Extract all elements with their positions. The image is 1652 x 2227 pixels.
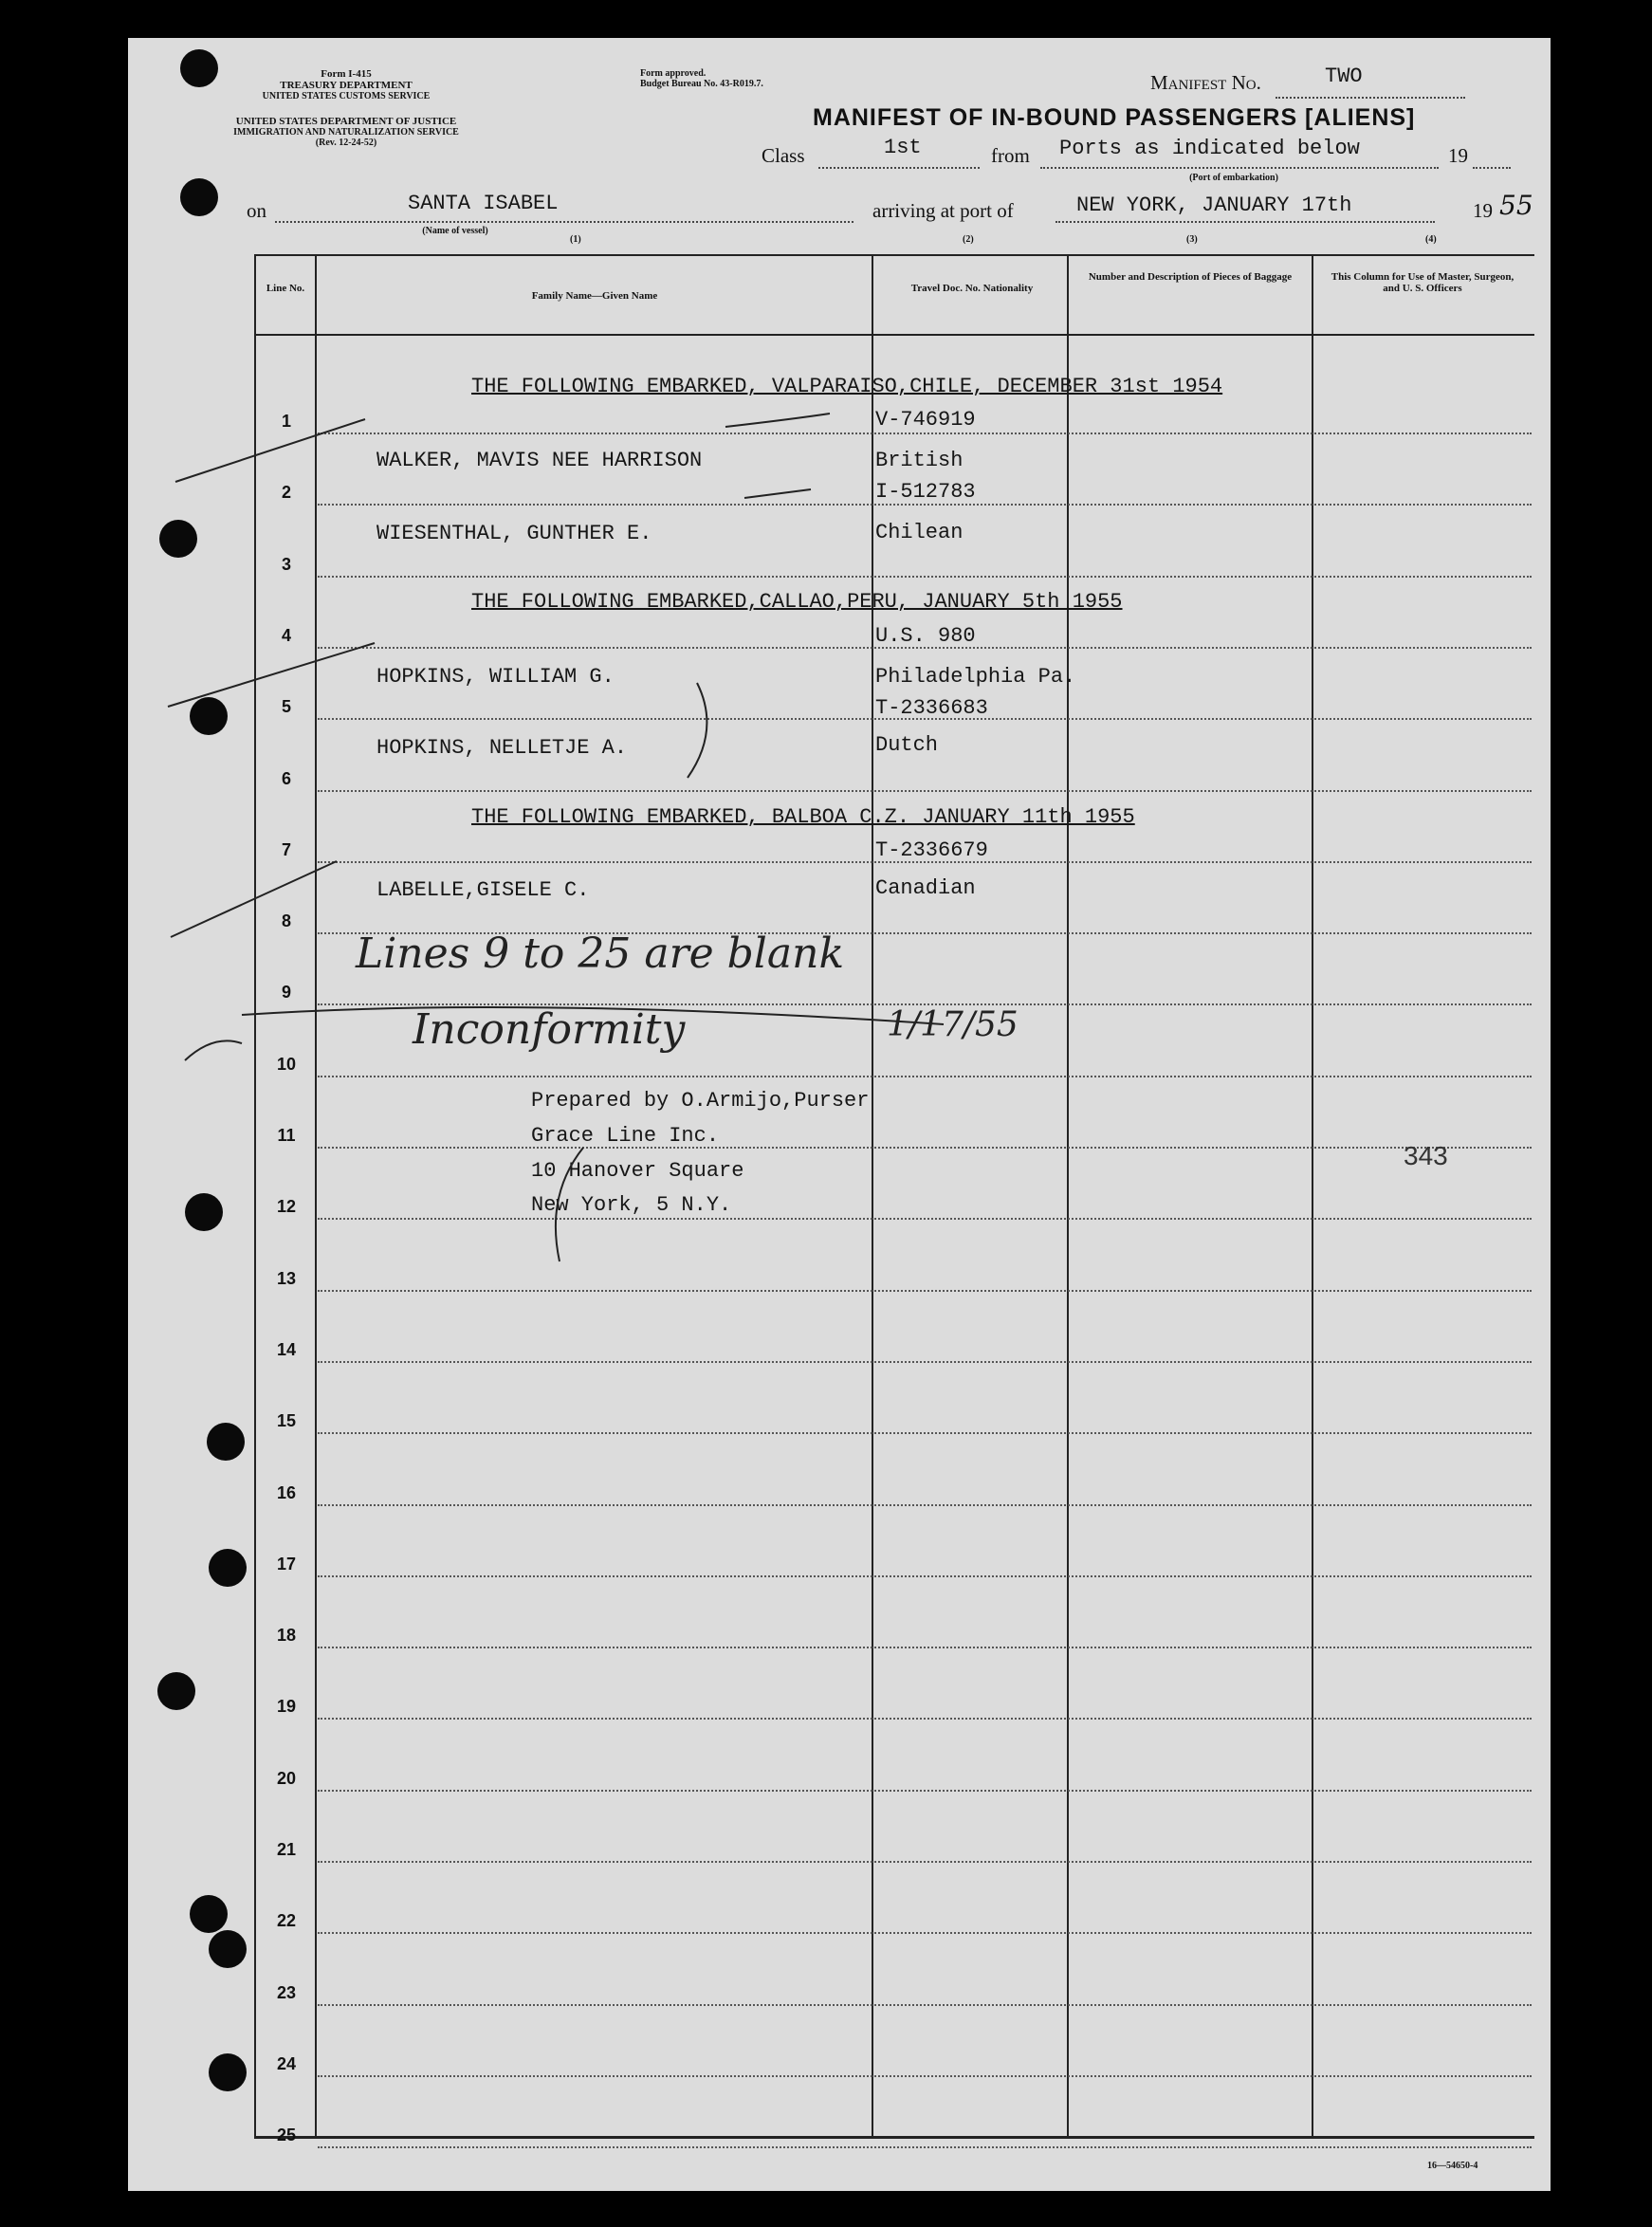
customs-label: UNITED STATES CUSTOMS SERVICE [262, 91, 431, 101]
binder-hole [190, 1895, 228, 1933]
form-code: 16—54650-4 [1427, 2161, 1478, 2171]
line-number: 1 [281, 412, 291, 431]
travel-doc-5: T-2336679 [875, 838, 988, 862]
line-number: 4 [281, 625, 291, 645]
signature-loop [185, 1040, 242, 1060]
manifest-page [128, 38, 1551, 2191]
line-number: 5 [281, 697, 291, 717]
binder-hole [185, 1193, 223, 1231]
line-number: 8 [281, 911, 291, 931]
company-name: Grace Line Inc. [531, 1124, 720, 1148]
travel-doc-4: T-2336683 [875, 696, 988, 720]
line-number: 14 [276, 1339, 297, 1359]
revision-label: (Rev. 12-24-52) [315, 138, 377, 148]
line-number: 2 [281, 483, 291, 503]
from-label: from [991, 144, 1030, 167]
passenger-name-5: LABELLE,GISELE C. [376, 878, 590, 902]
check-mark-4 [168, 643, 375, 707]
col-marker-4: (4) [1425, 234, 1437, 245]
header-line-no: Line No. [266, 283, 305, 294]
stamp-number: 343 [1404, 1141, 1448, 1170]
embark-heading-1: THE FOLLOWING EMBARKED, VALPARAISO,CHILE, DECEMBER 31st 1954 [471, 375, 1223, 398]
header-name: Family Name—Given Name [531, 290, 658, 302]
line-number: 7 [281, 839, 291, 859]
company-street: 10 Hanover Square [531, 1159, 744, 1183]
line-number: 6 [281, 768, 291, 788]
check-mark-3 [744, 489, 811, 498]
year-value: 55 [1499, 190, 1533, 221]
form-number: Form I-415 [321, 68, 372, 80]
col-marker-2: (2) [963, 234, 974, 245]
passenger-name-3: HOPKINS, WILLIAM G. [376, 665, 615, 689]
line-number: 10 [276, 1054, 297, 1074]
passenger-name-1: WALKER, MAVIS NEE HARRISON [376, 449, 703, 472]
line-number: 23 [276, 1982, 297, 2002]
nationality-1: British [875, 449, 964, 472]
line-number: 3 [281, 554, 291, 574]
col-marker-3: (3) [1186, 234, 1198, 245]
binder-hole [207, 1423, 245, 1461]
line-number: 19 [276, 1697, 297, 1717]
line-number: 20 [276, 1768, 297, 1788]
nationality-3: Philadelphia Pa. [875, 665, 1076, 689]
bracket-mark [688, 683, 707, 778]
class-label: Class [762, 144, 805, 167]
line-number: 17 [276, 1554, 297, 1574]
line-number: 22 [276, 1911, 297, 1931]
binder-hole [180, 49, 218, 87]
pen-marks [128, 38, 1551, 2191]
header-travel: Travel Doc. No. Nationality [910, 283, 1034, 294]
check-mark-2 [725, 414, 830, 427]
line-number: 24 [276, 2053, 297, 2073]
binder-hole [209, 1549, 247, 1587]
line-number: 25 [276, 2126, 297, 2145]
line-number: 12 [276, 1197, 297, 1217]
nationality-2: Chilean [875, 521, 964, 544]
vessel-note: (Name of vessel) [422, 226, 488, 236]
prepared-by: Prepared by O.Armijo,Purser [531, 1089, 870, 1113]
line-number: 11 [277, 1126, 296, 1145]
passenger-name-2: WIESENTHAL, GUNTHER E. [376, 522, 652, 545]
year-prefix-2: 19 [1473, 199, 1493, 222]
justice-label: UNITED STATES DEPARTMENT OF JUSTICE [235, 116, 457, 127]
line-number: 16 [276, 1482, 297, 1502]
page-title: MANIFEST OF IN-BOUND PASSENGERS [ALIENS] [813, 104, 1416, 131]
travel-doc-2: I-512783 [875, 480, 976, 504]
line-number: 15 [276, 1411, 297, 1431]
header-officers: This Column for Use of Master, Surgeon, and U. S. Officers [1331, 271, 1514, 294]
manifest-no-label: Manifest No. [1150, 71, 1261, 94]
binder-hole [209, 1930, 247, 1968]
class-value: 1st [884, 136, 922, 159]
check-mark-5 [171, 861, 337, 937]
embark-heading-2: THE FOLLOWING EMBARKED,CALLAO,PERU, JANUARY 5th 1955 [471, 590, 1123, 614]
vessel-name: SANTA ISABEL [408, 192, 559, 215]
arriving-value: NEW YORK, JANUARY 17th [1076, 193, 1352, 217]
company-city: New York, 5 N.Y. [531, 1193, 732, 1217]
handwritten-blank-note: Lines 9 to 25 are blank [356, 929, 845, 978]
budget-bureau: Budget Bureau No. 43-R019.7. [640, 79, 763, 89]
stray-pen-line [556, 1148, 583, 1261]
line-number: 13 [276, 1268, 297, 1288]
binder-hole [190, 697, 228, 735]
nationality-5: Canadian [875, 876, 976, 900]
line-number: 21 [276, 1840, 297, 1859]
year-prefix-1: 19 [1448, 144, 1468, 167]
embark-heading-3: THE FOLLOWING EMBARKED, BALBOA C.Z. JANUARY 11th 1955 [471, 805, 1135, 829]
handwritten-conformity: Inconformity [413, 1005, 686, 1054]
col-marker-1: (1) [570, 234, 581, 245]
on-label: on [247, 199, 266, 222]
signature-flourish [242, 1007, 944, 1024]
from-value: Ports as indicated below [1059, 137, 1360, 160]
handwritten-date: 1/17/55 [887, 1005, 1019, 1044]
form-approved: Form approved. [640, 68, 707, 79]
header-baggage: Number and Description of Pieces of Baggage [1088, 271, 1293, 283]
line-number: 18 [276, 1626, 297, 1646]
nationality-4: Dutch [875, 733, 939, 757]
binder-hole [209, 2053, 247, 2091]
treasury-label: TREASURY DEPARTMENT [280, 80, 413, 91]
port-embark-note: (Port of embarkation) [1189, 173, 1278, 183]
binder-hole [159, 520, 197, 558]
manifest-no-value: TWO [1325, 64, 1363, 88]
line-number: 9 [281, 983, 291, 1003]
binder-hole [180, 178, 218, 216]
travel-doc-1: V-746919 [875, 408, 976, 432]
binder-hole [157, 1672, 195, 1710]
ins-label: IMMIGRATION AND NATURALIZATION SERVICE [233, 127, 459, 138]
travel-doc-3: U.S. 980 [875, 624, 976, 648]
check-mark-1 [175, 419, 365, 482]
passenger-name-4: HOPKINS, NELLETJE A. [376, 736, 628, 760]
arriving-label: arriving at port of [872, 199, 1014, 222]
